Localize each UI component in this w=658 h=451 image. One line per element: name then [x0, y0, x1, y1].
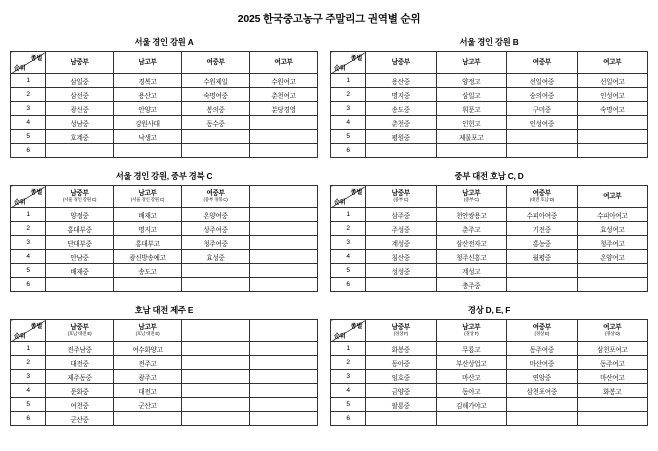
team-cell: 대전고 — [114, 384, 182, 398]
table-row — [11, 74, 318, 88]
team-cell: 삼일고 — [436, 88, 507, 102]
table-row — [11, 370, 318, 384]
team-cell — [250, 370, 318, 384]
column-header: 여고부 — [577, 186, 648, 208]
standings-table — [10, 319, 318, 426]
rank-cell: 2 — [11, 222, 46, 236]
block-title: 서울 경인 강원 B — [459, 37, 519, 47]
team-cell: 여수화양고 — [114, 342, 182, 356]
rank-cell: 5 — [331, 398, 366, 412]
table-row — [331, 144, 648, 158]
team-cell: 삼천포여중 — [507, 384, 578, 398]
block-title: 중부 대전 호남 C, D — [454, 171, 524, 181]
table-row — [331, 236, 648, 250]
header-corner — [11, 320, 46, 342]
page-root — [0, 11, 658, 451]
rank-cell: 5 — [11, 264, 46, 278]
corner-label-rank: 순위 — [14, 333, 26, 340]
block-title: 호남 대전 제주 E — [134, 305, 194, 315]
column-header: 여고부 (경상 D) — [577, 320, 648, 342]
team-cell — [182, 398, 250, 412]
rank-cell: 4 — [331, 250, 366, 264]
team-cell: 수원제일 — [182, 74, 250, 88]
table-row — [331, 412, 648, 426]
rank-cell: 1 — [331, 342, 366, 356]
column-header: 남고부 (중부 C) — [436, 186, 507, 208]
team-cell — [577, 398, 648, 412]
standings-table — [10, 51, 318, 158]
team-cell: 광신중 — [46, 102, 114, 116]
team-cell — [577, 412, 648, 426]
team-cell: 화봉중 — [366, 342, 437, 356]
team-cell: 광주고 — [114, 370, 182, 384]
team-cell: 제물포고 — [436, 130, 507, 144]
team-cell — [182, 144, 250, 158]
column-header: 여고부 — [577, 52, 648, 74]
team-cell: 기전중 — [507, 222, 578, 236]
team-cell: 온양여고 — [577, 250, 648, 264]
team-cell — [114, 144, 182, 158]
table-header-row — [11, 52, 318, 74]
rank-cell: 6 — [331, 278, 366, 292]
team-cell: 임호중 — [366, 370, 437, 384]
team-cell: 명지중 — [366, 88, 437, 102]
rank-cell: 3 — [11, 370, 46, 384]
table-row — [331, 130, 648, 144]
table-row — [331, 278, 648, 292]
rank-cell: 3 — [11, 236, 46, 250]
column-header-empty — [250, 186, 318, 208]
team-cell: 성남중 — [46, 116, 114, 130]
column-header: 여중부 (중부 경북 C) — [182, 186, 250, 208]
table-header-row — [11, 186, 318, 208]
corner-label-category: 종별 — [350, 189, 362, 196]
corner-label-category: 종별 — [30, 55, 42, 62]
rank-cell: 1 — [331, 74, 366, 88]
column-header: 여중부 — [507, 52, 578, 74]
column-header: 남고부 — [436, 52, 507, 74]
rank-cell: 1 — [331, 208, 366, 222]
standings-block-c — [10, 170, 318, 292]
table-row — [11, 102, 318, 116]
header-corner — [331, 320, 366, 342]
team-cell: 청주여고 — [577, 236, 648, 250]
team-cell: 명지고 — [114, 222, 182, 236]
column-header: 남중부 — [46, 52, 114, 74]
rank-cell: 5 — [331, 130, 366, 144]
corner-label-rank: 순위 — [334, 199, 346, 206]
rank-cell: 2 — [331, 88, 366, 102]
team-cell: 팔룡중 — [366, 398, 437, 412]
table-row — [331, 342, 648, 356]
team-cell: 금양중 — [366, 384, 437, 398]
table-row — [11, 398, 318, 412]
team-cell: 홍농중 — [507, 236, 578, 250]
rank-cell: 6 — [331, 144, 366, 158]
team-cell: 구미중 — [507, 102, 578, 116]
rank-cell: 3 — [331, 102, 366, 116]
team-cell: 동아고 — [436, 384, 507, 398]
corner-label-category: 종별 — [30, 323, 42, 330]
column-header: 남중부 (경상 F) — [366, 320, 437, 342]
team-cell: 마산고 — [436, 370, 507, 384]
corner-label-rank: 순위 — [334, 65, 346, 72]
team-cell — [182, 384, 250, 398]
table-row — [11, 222, 318, 236]
team-cell: 용산고 — [114, 88, 182, 102]
team-cell — [114, 412, 182, 426]
team-cell: 계성고 — [436, 264, 507, 278]
rank-cell: 1 — [11, 74, 46, 88]
table-row — [331, 398, 648, 412]
team-cell: 삼일중 — [46, 74, 114, 88]
team-cell: 동주여중 — [507, 342, 578, 356]
rank-cell: 5 — [331, 264, 366, 278]
rank-cell: 4 — [11, 116, 46, 130]
team-cell: 화봉고 — [577, 384, 648, 398]
column-header: 남중부 (중부 C) — [366, 186, 437, 208]
rank-cell: 6 — [11, 144, 46, 158]
team-cell: 연암중 — [507, 370, 578, 384]
table-row — [11, 144, 318, 158]
team-cell — [250, 116, 318, 130]
standings-block-cd — [330, 170, 648, 292]
team-cell — [250, 264, 318, 278]
team-cell: 마산여중 — [507, 356, 578, 370]
team-cell: 수원여고 — [250, 74, 318, 88]
team-cell: 경복고 — [114, 74, 182, 88]
page-title: 2025 한국중고농구 주말리그 권역별 순위 — [237, 13, 421, 25]
team-cell: 삼천포여고 — [577, 342, 648, 356]
team-cell: 부산상업고 — [436, 356, 507, 370]
team-cell: 선일여고 — [577, 74, 648, 88]
team-cell: 문화중 — [46, 384, 114, 398]
team-cell — [182, 356, 250, 370]
team-cell: 동아중 — [366, 356, 437, 370]
team-cell: 양정고 — [436, 74, 507, 88]
team-cell — [182, 264, 250, 278]
team-cell: 배재중 — [46, 264, 114, 278]
team-cell: 호계중 — [46, 130, 114, 144]
standings-table — [330, 319, 648, 426]
team-cell: 분당경영 — [250, 102, 318, 116]
block-title: 서울 경인 강원, 중부 경북 C — [115, 171, 213, 181]
rank-cell: 6 — [331, 412, 366, 426]
table-row — [11, 130, 318, 144]
team-cell — [366, 412, 437, 426]
team-cell: 안양고 — [114, 102, 182, 116]
corner-label-category: 종별 — [30, 189, 42, 196]
table-row — [331, 88, 648, 102]
team-cell: 청주여중 — [182, 236, 250, 250]
block-title: 서울 경인 강원 A — [134, 37, 194, 47]
column-header-empty — [250, 320, 318, 342]
team-cell — [507, 130, 578, 144]
column-header: 남고부 (서울 경인 강원 C) — [114, 186, 182, 208]
team-cell: 봉의중 — [182, 102, 250, 116]
team-cell: 전주남중 — [46, 342, 114, 356]
team-cell: 성성중 — [366, 264, 437, 278]
team-cell: 배재고 — [114, 208, 182, 222]
rank-cell: 2 — [331, 222, 366, 236]
header-corner — [331, 186, 366, 208]
team-cell: 효성중 — [182, 250, 250, 264]
column-header: 남중부 — [366, 52, 437, 74]
team-cell: 인성여중 — [507, 116, 578, 130]
team-cell — [436, 412, 507, 426]
team-cell: 군산중 — [46, 412, 114, 426]
column-header: 여중부 (대전 호남 D) — [507, 186, 578, 208]
team-cell — [182, 370, 250, 384]
team-cell: 안남중 — [46, 250, 114, 264]
corner-label-category: 종별 — [350, 323, 362, 330]
rank-cell: 3 — [11, 102, 46, 116]
column-header: 여중부 — [182, 52, 250, 74]
team-cell: 강원사대 — [114, 116, 182, 130]
corner-label-rank: 순위 — [14, 65, 26, 72]
team-cell: 양정중 — [46, 208, 114, 222]
team-cell — [507, 412, 578, 426]
team-cell — [250, 208, 318, 222]
team-cell: 춘천여고 — [250, 88, 318, 102]
table-row — [11, 116, 318, 130]
team-cell: 침산중 — [366, 250, 437, 264]
team-cell: 용산중 — [366, 74, 437, 88]
team-cell: 광신방송예고 — [114, 250, 182, 264]
team-cell: 제주동중 — [46, 370, 114, 384]
team-cell: 천안쌍용고 — [436, 208, 507, 222]
team-cell: 무룡고 — [436, 342, 507, 356]
standings-block-b — [330, 36, 648, 158]
standings-block-def — [330, 304, 648, 426]
team-cell: 휘문고 — [436, 102, 507, 116]
standings-block-a — [10, 36, 318, 158]
team-cell — [250, 250, 318, 264]
team-cell — [182, 342, 250, 356]
table-header-row — [331, 320, 648, 342]
table-header-row — [331, 186, 648, 208]
standings-block-e — [10, 304, 318, 426]
team-cell: 김해가야고 — [436, 398, 507, 412]
corner-label-category: 종별 — [350, 55, 362, 62]
team-cell: 수피아여고 — [577, 208, 648, 222]
team-cell — [577, 278, 648, 292]
team-cell: 동주여고 — [577, 356, 648, 370]
team-cell — [46, 278, 114, 292]
team-cell: 군산고 — [114, 398, 182, 412]
team-cell: 인헌고 — [436, 116, 507, 130]
standings-table — [330, 51, 648, 158]
team-cell — [250, 412, 318, 426]
rank-cell: 3 — [331, 236, 366, 250]
rank-cell: 4 — [11, 250, 46, 264]
table-row — [331, 102, 648, 116]
corner-label-rank: 순위 — [14, 199, 26, 206]
header-corner — [331, 52, 366, 74]
team-cell: 춘천중 — [366, 116, 437, 130]
blocks-grid — [0, 36, 658, 426]
rank-cell: 1 — [11, 342, 46, 356]
team-cell — [250, 342, 318, 356]
team-cell: 숙명여중 — [182, 88, 250, 102]
team-cell — [507, 278, 578, 292]
team-cell: 충주중 — [436, 278, 507, 292]
team-cell: 인성여고 — [577, 88, 648, 102]
team-cell: 삼산전자고 — [436, 236, 507, 250]
team-cell — [250, 384, 318, 398]
column-header: 여고부 — [250, 52, 318, 74]
column-header: 남중부 (서울 경인 강원 C) — [46, 186, 114, 208]
team-cell — [507, 398, 578, 412]
team-cell — [46, 144, 114, 158]
column-header-empty — [182, 320, 250, 342]
table-row — [11, 356, 318, 370]
table-row — [331, 208, 648, 222]
team-cell — [577, 264, 648, 278]
team-cell: 홍대부중 — [46, 222, 114, 236]
team-cell: 청주신흥고 — [436, 250, 507, 264]
team-cell — [507, 144, 578, 158]
column-header: 남고부 (경상 F) — [436, 320, 507, 342]
team-cell: 전주고 — [114, 356, 182, 370]
column-header: 남고부 (호남 대전 E) — [114, 320, 182, 342]
team-cell — [250, 144, 318, 158]
table-row — [331, 222, 648, 236]
team-cell: 동수중 — [182, 116, 250, 130]
team-cell: 계성중 — [366, 236, 437, 250]
table-row — [11, 278, 318, 292]
team-cell: 숭의여중 — [507, 88, 578, 102]
table-row — [331, 356, 648, 370]
team-cell: 여천중 — [46, 398, 114, 412]
rank-cell: 5 — [11, 130, 46, 144]
table-row — [11, 208, 318, 222]
table-row — [331, 116, 648, 130]
team-cell: 수피아여중 — [507, 208, 578, 222]
header-corner — [11, 52, 46, 74]
rank-cell: 2 — [331, 356, 366, 370]
team-cell: 대전중 — [46, 356, 114, 370]
table-row — [11, 236, 318, 250]
team-cell: 삼선중 — [46, 88, 114, 102]
table-row — [331, 264, 648, 278]
team-cell — [250, 222, 318, 236]
team-cell: 주성중 — [366, 222, 437, 236]
table-row — [11, 264, 318, 278]
team-cell — [182, 278, 250, 292]
table-row — [331, 74, 648, 88]
team-cell: 삼주중 — [366, 208, 437, 222]
team-cell: 평원중 — [366, 130, 437, 144]
table-row — [331, 250, 648, 264]
rank-cell: 4 — [11, 384, 46, 398]
rank-cell: 6 — [11, 278, 46, 292]
team-cell: 온양여중 — [182, 208, 250, 222]
rank-cell: 6 — [11, 412, 46, 426]
team-cell — [250, 278, 318, 292]
table-row — [11, 342, 318, 356]
rank-cell: 4 — [331, 116, 366, 130]
column-header: 남고부 — [114, 52, 182, 74]
standings-table — [330, 185, 648, 292]
team-cell — [577, 144, 648, 158]
rank-cell: 2 — [11, 356, 46, 370]
team-cell: 효성여고 — [577, 222, 648, 236]
team-cell: 상주여중 — [182, 222, 250, 236]
team-cell — [250, 236, 318, 250]
block-title: 경상 D, E, F — [467, 305, 511, 315]
team-cell — [250, 398, 318, 412]
team-cell: 홍대부고 — [114, 236, 182, 250]
team-cell: 숙명여고 — [577, 102, 648, 116]
team-cell — [436, 144, 507, 158]
team-cell: 낙생고 — [114, 130, 182, 144]
corner-label-rank: 순위 — [334, 333, 346, 340]
table-row — [11, 412, 318, 426]
team-cell — [577, 116, 648, 130]
table-row — [11, 250, 318, 264]
team-cell: 단대부중 — [46, 236, 114, 250]
team-cell — [114, 278, 182, 292]
team-cell: 송도중 — [366, 102, 437, 116]
team-cell — [366, 144, 437, 158]
team-cell — [577, 130, 648, 144]
team-cell: 월평중 — [507, 250, 578, 264]
table-row — [331, 370, 648, 384]
table-row — [331, 384, 648, 398]
team-cell — [250, 130, 318, 144]
team-cell — [366, 278, 437, 292]
rank-cell: 5 — [11, 398, 46, 412]
table-row — [11, 88, 318, 102]
team-cell: 송도고 — [114, 264, 182, 278]
table-header-row — [331, 52, 648, 74]
team-cell — [182, 130, 250, 144]
team-cell — [507, 264, 578, 278]
team-cell — [250, 356, 318, 370]
rank-cell: 4 — [331, 384, 366, 398]
header-corner — [11, 186, 46, 208]
table-row — [11, 384, 318, 398]
rank-cell: 2 — [11, 88, 46, 102]
team-cell: 선일여중 — [507, 74, 578, 88]
column-header: 남중부 (호남 대전 E) — [46, 320, 114, 342]
team-cell: 마산여고 — [577, 370, 648, 384]
rank-cell: 1 — [11, 208, 46, 222]
team-cell: 춘주고 — [436, 222, 507, 236]
column-header: 여중부 (경상 E) — [507, 320, 578, 342]
team-cell — [182, 412, 250, 426]
rank-cell: 3 — [331, 370, 366, 384]
standings-table — [10, 185, 318, 292]
table-header-row — [11, 320, 318, 342]
